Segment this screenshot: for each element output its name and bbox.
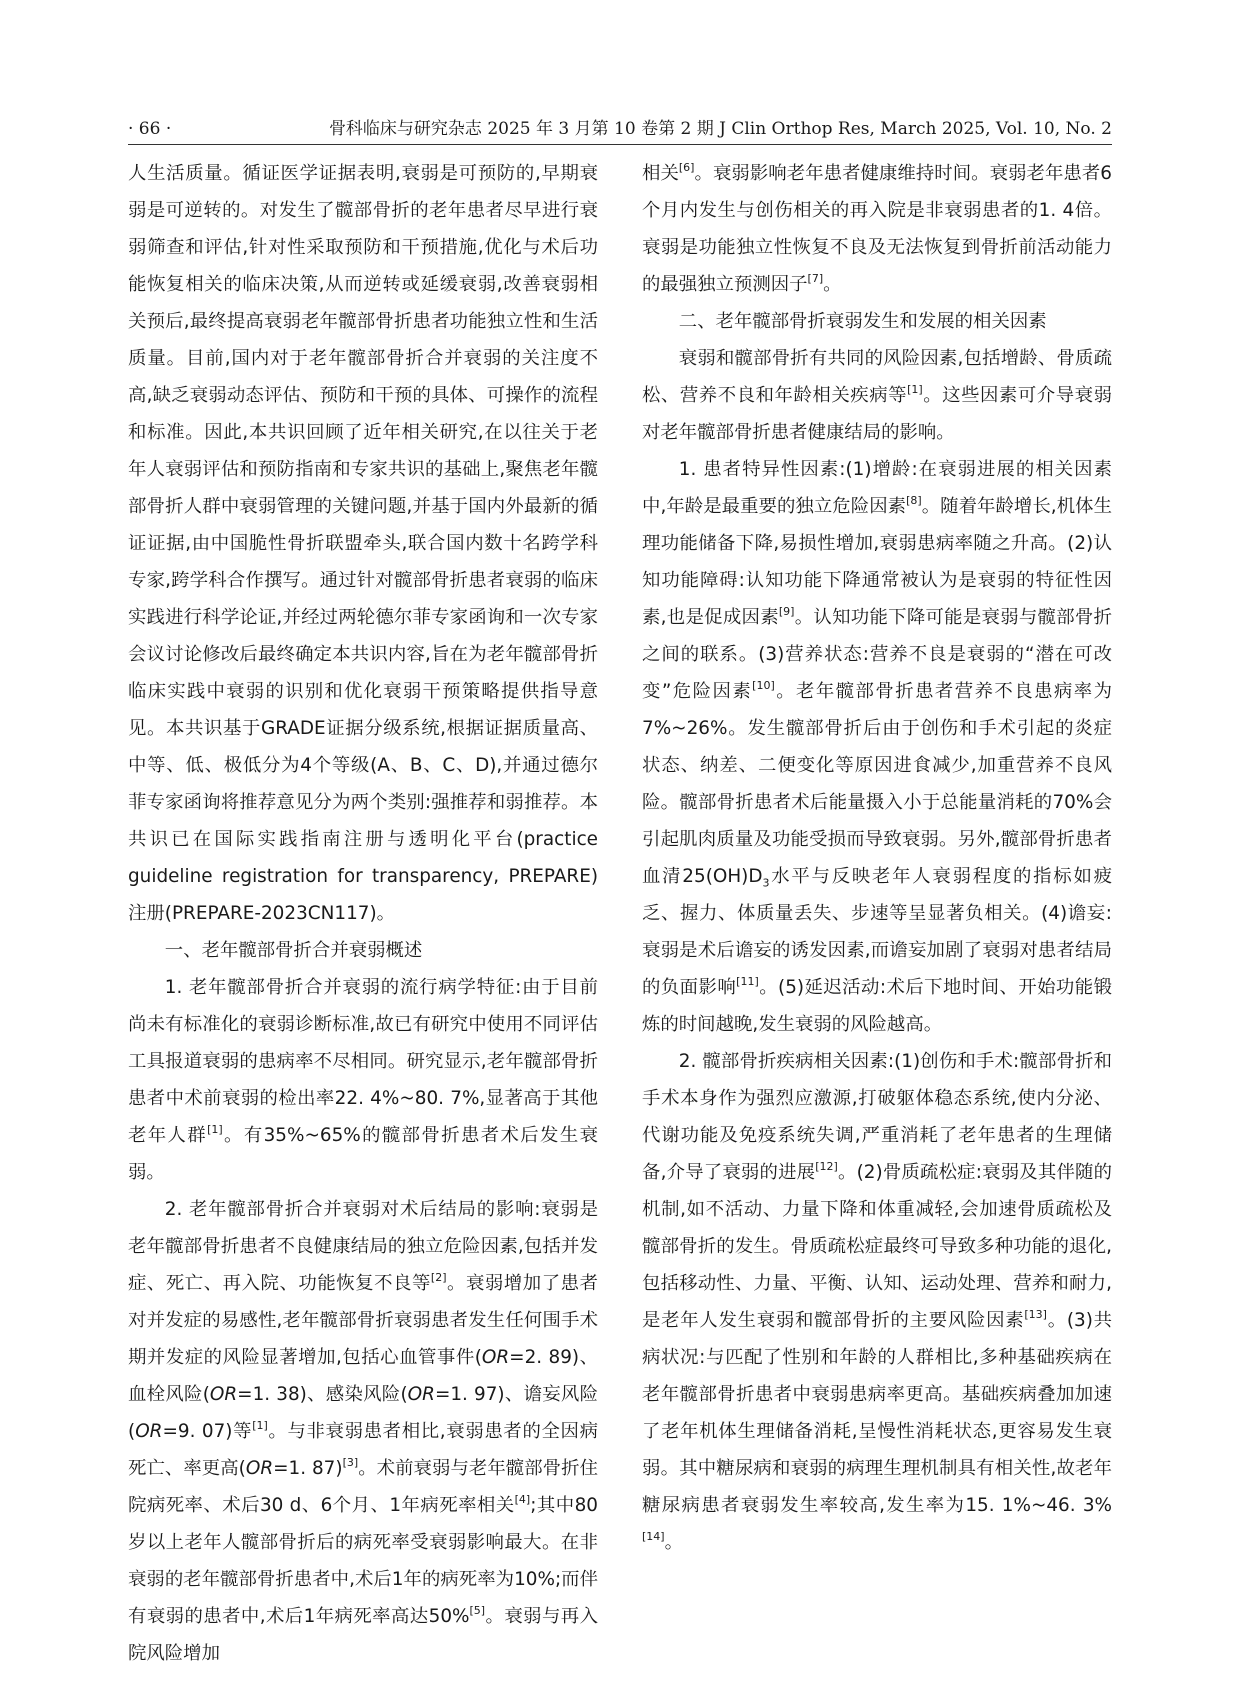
running-header [128, 116, 1112, 142]
citation-ref: [9] [778, 604, 795, 618]
journal-citation: 骨科临床与研究杂志 2025 年 3 月第 10 卷第 2 期 J Clin Orthop Res, March 2025, Vol. 10, No. 2 [328, 119, 1112, 139]
citation-ref: [13] [1024, 1307, 1047, 1321]
citation-ref: [4] [514, 1492, 531, 1506]
section-heading-2: 二、老年髋部骨折衰弱发生和发展的相关因素 [678, 311, 1047, 332]
odds-ratio-label: OR [209, 1384, 238, 1405]
subscript: 3 [762, 876, 770, 890]
paragraph-readmission-continued: 相关[6]。衰弱影响老年患者健康维持时间。衰弱老年患者6个月内发生与创伤相关的再入院是非衰弱患者的1. 4倍。衰弱是功能独立性恢复不良及无法恢复到骨折前活动能力的最强独立预测因子[7]。 [642, 160, 1112, 295]
odds-ratio-label: OR [481, 1347, 510, 1368]
citation-ref: [6] [678, 160, 695, 174]
citation-ref: [8] [906, 493, 922, 507]
page-number: · 66 · [128, 119, 172, 139]
citation-ref: [1] [252, 1418, 268, 1432]
citation-ref: [14] [642, 1529, 665, 1543]
header-rule [128, 144, 1112, 145]
odds-ratio-label: OR [407, 1384, 435, 1405]
section-heading-1: 一、老年髋部骨折合并衰弱概述 [164, 940, 423, 961]
citation-ref: [2] [430, 1270, 447, 1284]
citation-ref: [1] [207, 1122, 223, 1136]
paragraph-epidemiology: 1. 老年髋部骨折合并衰弱的流行病学特征:由于目前尚未有标准化的衰弱诊断标准,故已有研究中使用不同评估工具报道衰弱的患病率不尽相同。研究显示,老年髋部骨折患者中术前衰弱的检出率22. 4%~80. 7%,显著高于其他老年人群[1]。有35%~65%的髋部骨折患者术后发生衰弱。 [128, 977, 598, 1183]
citation-ref: [11] [736, 974, 759, 988]
paragraph-common-risk-factors: 衰弱和髋部骨折有共同的风险因素,包括增龄、骨质疏松、营养不良和年龄相关疾病等[1]。这些因素可介导衰弱对老年髋部骨折患者健康结局的影响。 [642, 348, 1112, 443]
paragraph-postoperative-outcomes: 2. 老年髋部骨折合并衰弱对术后结局的影响:衰弱是老年髋部骨折患者不良健康结局的独立危险因素,包括并发症、死亡、再入院、功能恢复不良等[2]。衰弱增加了患者对并发症的易感性,老年髋部骨折衰弱患者发生任何围手术期并发症的风险显著增加,包括心血管事件(OR=2. 89)、血栓风险(OR=1. 38)、感染风险(OR=1. 97)、谵妄风险(OR=9. 07)等[1]。与非衰弱患者相比,衰弱患者的全因病死亡、率更高(OR=1. 87)[3]。术前衰弱与老年髋部骨折住院病死率、术后30 d、6个月、1年病死率相关[4];其中80岁以上老年人髋部骨折后的病死率受衰弱影响最大。在非衰弱的老年髋部骨折患者中,术后1年的病死率为10%;而伴有衰弱的患者中,术后1年病死率高达50%[5]。衰弱与再入院风险增加 [128, 1199, 598, 1664]
paragraph-intro-continued: 人生活质量。循证医学证据表明,衰弱是可预防的,早期衰弱是可逆转的。对发生了髋部骨折的老年患者尽早进行衰弱筛查和评估,针对性采取预防和干预措施,优化与术后功能恢复相关的临床决策,从而逆转或延缓衰弱,改善衰弱相关预后,最终提高衰弱老年髋部骨折患者功能独立性和生活质量。目前,国内对于老年髋部骨折合并衰弱的关注度不高,缺乏衰弱动态评估、预防和干预的具体、可操作的流程和标准。因此,本共识回顾了近年相关研究,在以往关于老年人衰弱评估和预防指南和专家共识的基础上,聚焦老年髋部骨折人群中衰弱管理的关键问题,并基于国内外最新的循证证据,由中国脆性骨折联盟牵头,联合国内数十名跨学科专家,跨学科合作撰写。通过针对髋部骨折患者衰弱的临床实践进行科学论证,并经过两轮德尔菲专家函询和一次专家会议讨论修改后最终确定本共识内容,旨在为老年髋部骨折临床实践中衰弱的识别和优化衰弱干预策略提供指导意见。本共识基于GRADE证据分级系统,根据证据质量高、中等、低、极低分为4个等级(A、B、C、D),并通过德尔菲专家函询将推荐意见分为两个类别:强推荐和弱推荐。本共识已在国际实践指南注册与透明化平台(practice guideline registration for transparency, PREPARE)注册(PREPARE-2023CN117)。 [128, 163, 598, 924]
paragraph-patient-factors: 1. 患者特异性因素:(1)增龄:在衰弱进展的相关因素中,年龄是最重要的独立危险因素[8]。随着年龄增长,机体生理功能储备下降,易损性增加,衰弱患病率随之升高。(2)认知功能障碍:认知功能下降通常被认为是衰弱的特征性因素,也是促成因素[9]。认知功能下降可能是衰弱与髋部骨折之间的联系。(3)营养状态:营养不良是衰弱的“潜在可改变”危险因素[10]。老年髋部骨折患者营养不良患病率为7%~26%。发生髋部骨折后由于创伤和手术引起的炎症状态、纳差、二便变化等原因进食减少,加重营养不良风险。髋部骨折患者术后能量摄入小于总能量消耗的70%会引起肌肉质量及功能受损而导致衰弱。另外,髋部骨折患者血清$25(OH)D_3$水平与反映老年人衰弱程度的指标如疲乏、握力、体质量丢失、步速等呈显著负相关。(4)谵妄:衰弱是术后谵妄的诱发因素,而谵妄加剧了衰弱对患者结局的负面影响[11]。(5)延迟活动:术后下地时间、开始功能锻炼的时间越晚,发生衰弱的风险越高。 [642, 459, 1112, 1035]
odds-ratio-label: OR [135, 1421, 163, 1442]
right-column [642, 155, 1112, 1585]
citation-ref: [12] [815, 1159, 838, 1173]
paragraph-disease-factors: 2. 髋部骨折疾病相关因素:(1)创伤和手术:髋部骨折和手术本身作为强烈应激源,打破躯体稳态系统,使内分泌、代谢功能及免疫系统失调,严重消耗了老年患者的生理储备,介导了衰弱的进展[12]。(2)骨质疏松症:衰弱及其伴随的机制,如不活动、力量下降和体重减轻,会加速骨质疏松及髋部骨折的发生。骨质疏松症最终可导致多种功能的退化,包括移动性、力量、平衡、认知、运动处理、营养和耐力,是老年人发生衰弱和髋部骨折的主要风险因素[13]。(3)共病状况:与匹配了性别和年龄的人群相比,多种基础疾病在老年髋部骨折患者中衰弱患病率更高。基础疾病叠加加速了老年机体生理储备消耗,呈慢性消耗状态,更容易发生衰弱。其中糖尿病和衰弱的病理生理机制具有相关性,故老年糖尿病患者衰弱发生率较高,发生率为15. 1%~46. 3%[14]。 [642, 1051, 1112, 1553]
citation-ref: [3] [342, 1455, 359, 1469]
citation-ref: [10] [752, 678, 775, 692]
odds-ratio-label: OR [245, 1458, 274, 1479]
citation-ref: [5] [469, 1603, 486, 1617]
citation-ref: [1] [907, 382, 923, 396]
left-column [128, 155, 598, 1664]
citation-ref: [7] [807, 271, 824, 285]
